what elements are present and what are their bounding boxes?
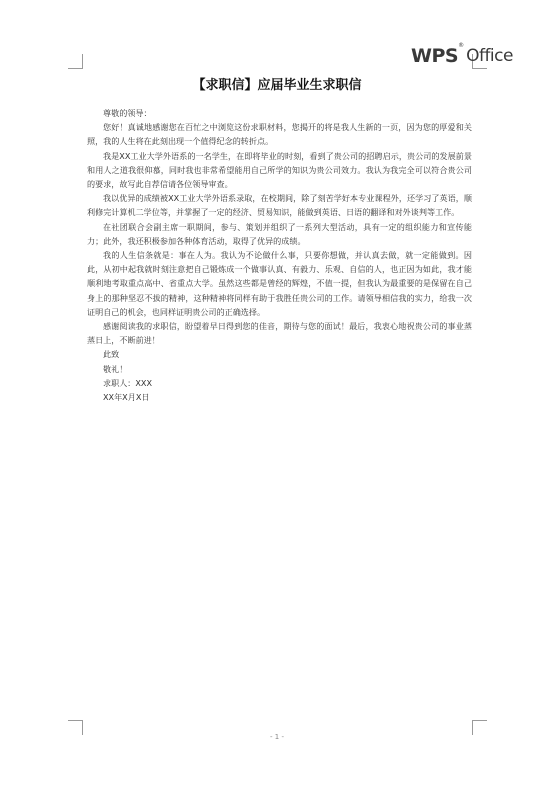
paragraph: 您好！真诚地感谢您在百忙之中浏览这份求职材料，您揭开的将是我人生新的一页，因为您的厚爱和关照，我的人生将在此刻出现一个值得纪念的转折点。 (87, 122, 472, 147)
document-title: 【求职信】应届毕业生求职信 (192, 78, 362, 93)
logo-wps-text: WPS (411, 45, 459, 67)
greeting: 尊敬的领导： (103, 108, 152, 118)
page-number: - 1 - (270, 733, 284, 741)
paragraph: 我是XX工业大学外语系的一名学生，在即将毕业的时刻，看到了贵公司的招聘启示，贵公司的发展前景和用人之道我很仰慕，同时我也非常希望能用自己所学的知识为贵公司效力。我认为我完全可以符合贵公司的要求，故写此自荐信请各位领导审查。 (87, 150, 472, 190)
crop-mark-top-left (68, 54, 83, 69)
paragraph: 感谢阅读我的求职信，盼望着早日得到您的佳音，期待与您的面试！最后，我衷心地祝贵公司的事业蒸蒸日上，不断前进！ (87, 321, 472, 346)
paragraph: 在社团联合会副主席一职期间，参与、策划并组织了一系列大型活动，具有一定的组织能力和宣传能力；此外，我还积极参加各种体育活动，取得了优异的成绩。 (87, 221, 472, 246)
paragraph: 我的人生信条就是：事在人为。我认为不论做什么事，只要你想做，并认真去做，就一定能做到。因此，从初中起我就时刻注意把自己锻炼成一个做事认真、有毅力、乐观、自信的人，也正因为如此，我才能顺利地考取重点高中、省重点大学。虽然这些都是曾经的辉煌，不值一提，但我认为最重要的是保留在自己身上的那种坚忍不拔的精神，这种精神将同样有助于我胜任贵公司的工作。请领导相信我的实力，给我一次证明自己的机会，也同样证明贵公司的正确选择。 (87, 250, 472, 317)
closing-line: 此致 (103, 349, 120, 360)
closing-line: 敬礼！ (103, 363, 128, 374)
signature-line: 求职人：XXX (103, 377, 153, 388)
logo-office-text: Office (466, 46, 513, 66)
date-line: XX年X月X日 (103, 392, 150, 403)
letter-body (87, 106, 472, 404)
wps-office-logo (411, 40, 513, 66)
logo-registered-mark: ® (458, 42, 465, 49)
paragraph: 我以优异的成绩被XX工业大学外语系录取，在校期间，除了刻苦学好本专业课程外，还学习了英语，顺利修完计算机二学位等，并掌握了一定的经济、贸易知识，能做到英语、日语的翻译和对外谈判等工作。 (87, 193, 472, 218)
